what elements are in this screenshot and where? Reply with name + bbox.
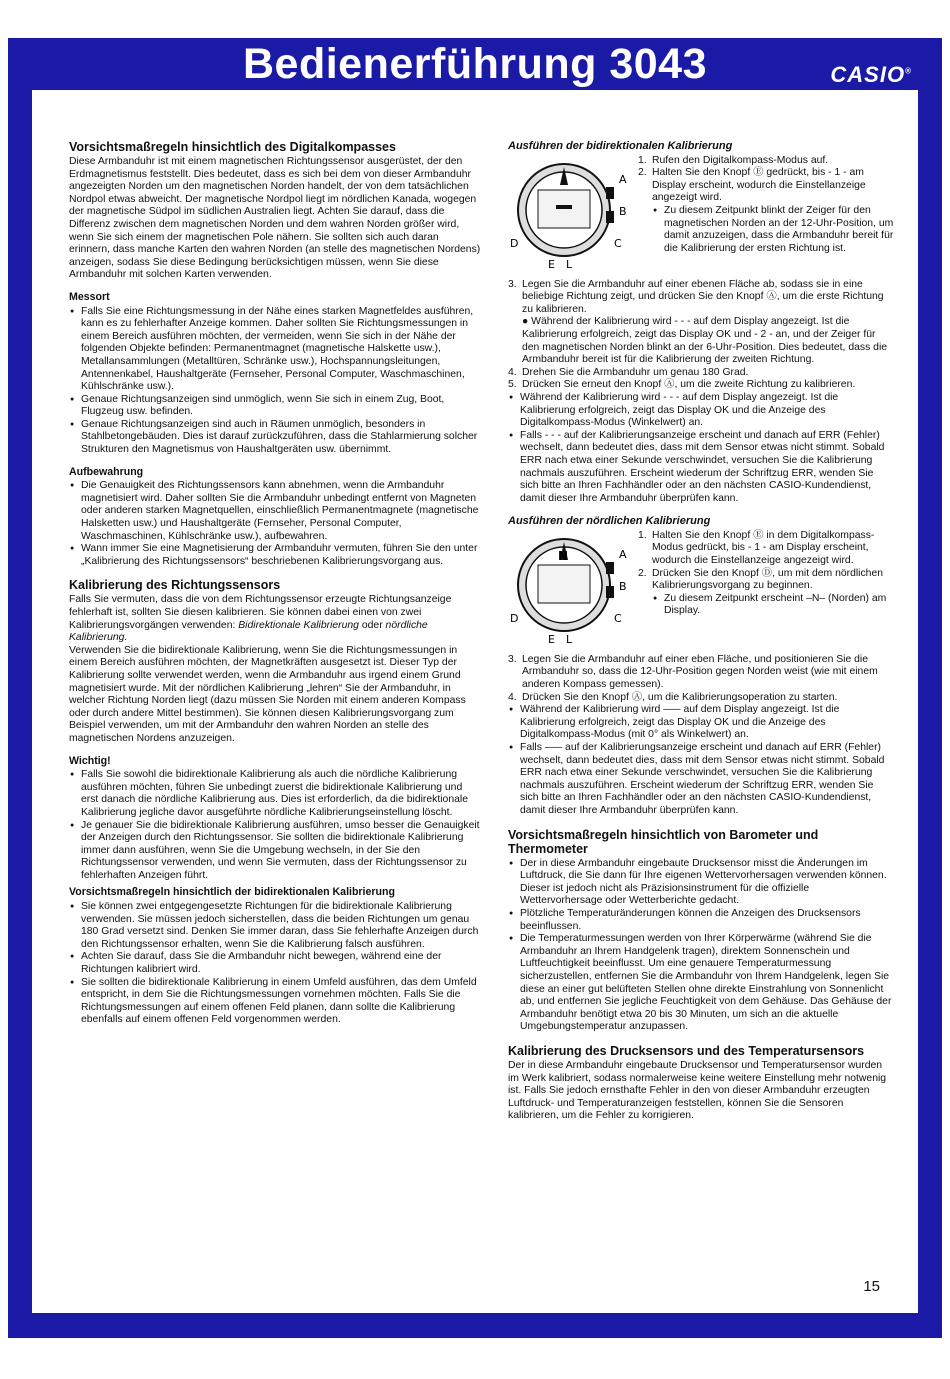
bullet-list [69,901,481,1027]
north-label: N [558,548,569,563]
bullet-list [508,704,894,817]
button-label: L [566,632,573,646]
text: Falls Sie vermuten, dass die von dem Richtungssensor erzeugte Richtungsanzeige fehlerhaft ist, sollten Sie diesen kalibrieren. Sie können dabei einen von zwei Kalibrierungsvorgängen verwenden: [69,594,452,631]
content-area [32,90,918,1313]
step-text: Halten Sie den Knopf Ⓔ in dem Digitalkompass-Modus gedrückt, bis - 1 - am Display erscheint, wodurch die Einstellanzeige angezeigt wird. [652,529,875,567]
bullet-list [69,769,481,882]
brand-name: CASIO [830,62,906,87]
button-label: C [614,611,622,625]
list-item: ● Genaue Richtungsanzeigen sind auch in Räumen unmöglich, besonders in Stahlbetongebäuden. Dies ist darauf zurückzuführen, dass die Stahlarmierung solcher Strukturen den Magnetismus von Haushaltgeräten usw. übernimmt. [81,419,481,457]
list-item: ● Sie können zwei entgegengesetzte Richtungen für die bidirektionale Kalibrierung verwenden. Sie müssen jedoch sicherstellen, dass die beiden Richtungen um genau 180 Grad versetzt sind. Denken Sie immer daran, dass Sie fehlerhafte Anzeigen durch den Richtungssensor erhalten, wenn Sie die Kalibrierung falsch ausführen. [81,901,481,951]
step-text: Drücken Sie erneut den Knopf Ⓐ, um die zweite Richtung zu kalibrieren. [522,379,856,391]
subsection-title: Wichtig! [69,754,111,767]
list-item: ● Zu diesem Zeitpunkt blinkt der Zeiger für den magnetischen Norden an der 12-Uhr-Position, um damit anzuzeigen, dass die Armbanduhr bereit für die Kalibrierung der ersten Richtung ist. [664,205,894,255]
bullet-list [508,392,894,505]
step-number: 3. [508,653,517,665]
step-text: Drücken Sie den Knopf Ⓐ, um die Kalibrierungsoperation zu starten. [522,691,838,703]
section-title: Kalibrierung des Drucksensors und des Temperatursensors [508,1043,865,1058]
section-title: Ausführen der nördlichen Kalibrierung [508,515,711,528]
list-item: ● Plötzliche Temperaturänderungen können die Anzeigen des Drucksensors beeinflussen. [520,908,894,933]
button-label: A [619,172,627,186]
button-label: C [614,236,622,250]
watch-diagram-icon [508,530,630,648]
step-text: Drücken Sie den Knopf Ⓓ, um mit dem nördlichen Kalibrierungsvorgang zu beginnen. [652,567,884,592]
step-text: Drehen Sie die Armbanduhr um genau 180 Grad. [522,366,749,378]
list-item: ● Falls Sie eine Richtungsmessung in der Nähe eines starken Magnetfeldes ausführen, kann es zu fehlerhafter Anzeige kommen. Daher sollten Sie Richtungsmessungen in einem Bereich ausführen möchten, der vermeiden, wenn Sie sich in der Nähe der folgenden Objekte befinden: Permanentmagnet (magnetische Halskette usw.), Metallansammlungen (Metalltüren, Schränke usw.), Hochspannungsleitungen, Antennenkabel, Haushaltgeräte (Fernseher, Personal Computer, Waschmaschinen, Kühlschränke usw.). [81,306,481,394]
button-label: A [619,547,627,561]
step-number: 3. [508,278,517,290]
step-number [508,316,522,366]
step-text: Legen Sie die Armbanduhr auf einer ebenen Fläche ab, sodass sie in eine beliebige Richtung zeigt, und drücken Sie den Knopf Ⓐ, um die erste Richtung zu kalibrieren. [522,278,884,315]
list-item: ● Falls ––– auf der Kalibrierungsanzeige erscheint und danach auf ERR (Fehler) wechselt, dann bedeutet dies, dass mit dem Sensor etwas nicht stimmt. Sobald ERR nach etwa einer Sekunde verschwindet, versuchen Sie die Kalibrierung nachmals auszuführen. Erscheint wiederum der Schriftzug ERR, wenden Sie sich bitte an Ihren Fachhändler oder an den nächsten CASIO-Kundendienst, damit dieser Ihre Armbanduhr überprüfen kann. [520,742,894,818]
button-label: E [548,257,555,271]
list-item: ● Zu diesem Zeitpunkt erscheint –N– (Norden) am Display. [664,593,894,618]
steps [638,530,894,648]
button-label: E [548,632,555,646]
step-text: Legen Sie die Armbanduhr auf einer eben Fläche, und positionieren Sie die Armbanduhr so, dass die 12-Uhr-Position gegen Norden weist (wie mit einem anderen Kompass gemessen). [522,653,878,691]
section-title: Ausführen der bidirektionalen Kalibrierung [508,140,733,152]
page-number: 15 [863,1278,880,1295]
bullet-list [69,306,481,457]
steps [508,654,894,704]
step-number: 4. [508,691,517,703]
casio-logo [830,62,912,88]
page-title: Bedienerführung 3043 [243,40,707,88]
figure-row [508,530,894,648]
list-item: ● Genaue Richtungsanzeigen sind unmöglich, wenn Sie sich in einem Zug, Boot, Flugzeug usw. befinden. [81,394,481,419]
italic-text: nördliche Kalibrierung. [69,619,428,644]
list-item: ● Der in diese Armbanduhr eingebaute Drucksensor misst die Änderungen im Luftdruck, die Sie dann für Ihre eigenen Wettervorhersagen verwenden können. Dieser ist jedoch nicht als Präzisionsinstrument für die offizielle Wettervorhersage oder Wetterberichte gedacht. [520,858,894,908]
steps [508,279,894,392]
paragraph: Verwenden Sie die bidirektionale Kalibrierung, wenn Sie die Richtungsmessungen in einem Bereich ausführen möchten, der Magnetkräften ausgesetzt ist. Dieser Typ der Kalibrierung sollte verwendet werden, wenn die Armbanduhr aus irgend einem Grund magnetisiert wurde. Mit der nördlichen Kalibrierung „lehren“ Sie der Armbanduhr, in welcher Richtung Norden liegt (dazu müssen Sie Norden mit einem anderen Kompass oder durch andere Mittel bestimmen). Sie können diesen Kalibrierungsvorgang zum Beispiel verwenden, um mit der Armbanduhr den wahren Norden an stelle des magnetischen Nordens anzuzeigen. [69,644,466,744]
right-column [508,140,894,1123]
figure-row [508,155,894,273]
bullet-list [69,480,481,568]
step-number: 1. [638,154,647,166]
list-item: ● Falls Sie sowohl die bidirektionale Kalibrierung als auch die nördliche Kalibrierung ausführen möchten, führen Sie unbedingt zuerst die bidirektionale Kalibrierung und erst danach die nördliche Kalibrierung aus. Dies ist erforderlich, da die bidirektionale Kalibrierung jegliche davor ausgeführte nördliche Kalibrierungseinstellung löscht. [81,769,481,819]
italic-text: Bidirektionale Kalibrierung [238,619,359,631]
list-item: ● Je genauer Sie die bidirektionale Kalibrierung ausführen, umso besser die Genauigkeit der Anzeigen durch den Richtungssensor. Sie sollten die bidirektionale Kalibrierung immer dann ausführen, wenn Sie die Umgebung wechseln, in der Sie den Richtungssensor verwenden, und wenn Sie vermuten, dass der Richtungssensor zu fehlerhaften Anzeigen führt. [81,820,481,883]
list-item: ● Die Genauigkeit des Richtungssensors kann abnehmen, wenn die Armbanduhr magnetisiert wird. Daher sollten Sie die Armbanduhr unbedingt entfernt von Magneten oder anderen starken Magnetquellen, einschließlich Permanentmagnete (magnetische Halsketten usw.) und Haushaltgeräte (Fernseher, Personal Computer, Waschmaschinen, Kühlschränke usw.), aufbewahren. [81,480,481,543]
button-label: D [510,236,519,250]
step-number: 2. [638,167,647,179]
list-item: ● Die Temperaturmessungen werden von Ihrer Körperwärme (während Sie die Armbanduhr an Ihrem Handgelenk tragen), direktem Sonnenschein und Luftfeuchtigkeit beeinflusst. Um eine genauere Temperaturmessung sicherzustellen, entfernen Sie die Armbanduhr von Ihrem Handgelenk, legen Sie diese an einer gut belüfteten Stellen ohne direkte Einstrahlung von Sonnenlicht ab, und entfernen Sie jegliche Feuchtigkeit von dem Gehäuse. Das Gehäuse der Armbanduhr benötigt etwa 20 bis 30 Minuten, um sich an die aktuelle Umgebungstemperatur anzupassen. [520,933,894,1034]
subsection-title: Aufbewahrung [69,465,144,478]
section-title: Vorsichtsmaßregeln hinsichtlich des Digitalkompasses [69,140,396,154]
list-item: ● Während der Kalibrierung wird - - - auf dem Display angezeigt. Ist die Kalibrierung erfolgreich, zeigt das Display OK und die Anzeige des Digitalkompass-Modus (Winkelwert) an. [520,392,894,430]
step-number: 4. [508,366,517,378]
paragraph: Der in diese Armbanduhr eingebaute Drucksensor und Temperatursensor wurden im Werk kalibriert, sodass normalerweise keine weitere Einstellung mehr notwenig ist. Falls Sie jedoch ernsthafte Fehler in den von dieser Armbanduhr erzeugten Luftdruck- und Temperaturanzeigen feststellen, können Sie die Sensoren kalibrieren, um die Fehler zu korrigieren. [508,1059,887,1122]
step-number: 2. [638,567,647,579]
watch-diagram-icon [508,155,630,273]
subsection-title: Messort [69,290,110,303]
button-label: D [510,611,519,625]
step-text: Halten Sie den Knopf Ⓔ gedrückt, bis - 1 - am Display erscheint, wodurch die Einstellanzeige angezeigt wird. [652,167,866,204]
step-number: 1. [638,529,647,541]
list-item: ● Während der Kalibrierung wird ––– auf dem Display angezeigt. Ist die Kalibrierung erfolgreich, zeigt das Display OK und die Anzeige des Digitalkompass-Modus (mit 0° als Winkelwert) an. [520,704,894,742]
section-title: Vorsichtsmaßregeln hinsichtlich von Barometer und Thermometer [508,827,819,856]
button-label: B [619,204,627,218]
button-label: B [619,579,627,593]
list-item: ● Falls - - - auf der Kalibrierungsanzeige erscheint und danach auf ERR (Fehler) wechselt, dann bedeutet dies, dass mit dem Sensor etwas nicht stimmt. Sobald ERR nach etwa einer Sekunde verschwindet, versuchen Sie die Kalibrierung nachmals auszuführen. Erscheint wiederum der Schriftzug ERR, wenden Sie sich bitte an Ihren Fachhändler oder an den nächsten CASIO-Kundendienst, damit dieser Ihre Armbanduhr überprüfen kann. [520,430,894,506]
section-title: Kalibrierung des Richtungssensors [69,578,281,593]
button-label: L [566,257,573,271]
list-item: ● Sie sollten die bidirektionale Kalibrierung in einem Umfeld ausführen, das dem Umfeld entspricht, in dem Sie die Richtungsmessungen vornehmen möchten. Falls Sie die Richtungsmessungen auf einem offenen Feld planen, dann sollte die Kalibrierung ebenfalls auf einem offenen Feld vorgenommen werden. [81,977,481,1027]
page-frame [8,38,942,1338]
subsection-title: Vorsichtsmaßregeln hinsichtlich der bidirektionalen Kalibrierung [69,886,395,899]
paragraph [69,594,481,644]
step-text: ● Während der Kalibrierung wird - - - auf dem Display angezeigt. Ist die Kalibrierung erfolgreich, zeigt das Display OK und - 2 - an, und der Zeiger für den magnetischen Norden blinkt an der 6-Uhr-Position. Dies bedeutet, dass die Armbanduhr bereit ist für die Kalibrierung der zweiten Richtung. [522,316,888,366]
left-column [69,140,481,1027]
text: oder [361,619,383,631]
paragraph: Diese Armbanduhr ist mit einem magnetischen Richtungssensor ausgerüstet, der den Erdmagnetismus feststellt. Dies bedeutet, dass es sich bei dem von dieser Armbanduhr angezeigten Norden um den magnetischen Norden handelt, der von dem tatsächlichen Nordpol etwas abweicht. Der magnetische Nordpol liegt im nördlichen Kanada, wogegen der magnetische Südpol im südlichen Australien liegt. Achten Sie darauf, dass die Differenz zwischen dem magnetischen Norden und dem wahren Norden größer wird, wenn Sie sich einem der magnetischen Pole nähern. Sie sollten sich auch daran erinnern, dass manche Karten den wahren Norden (an stelle des magnetischen Nordens) anzeigen, sodass Sie diese Bedingung berücksichtigen müssen, wenn Sie diese Armbanduhr mit solchen Karten verwenden. [69,156,481,281]
steps [638,155,894,273]
list-item: ● Achten Sie darauf, dass Sie die Armbanduhr nicht bewegen, während eine der Richtungen kalibriert wird. [81,951,481,976]
list-item: ● Wann immer Sie eine Magnetisierung der Armbanduhr vermuten, führen Sie den unter „Kalibrierung des Richtungssensors“ beschriebenen Kalibrierungsvorgang aus. [81,543,481,568]
step-text: Rufen den Digitalkompass-Modus auf. [652,154,829,166]
step-number: 5. [508,379,517,391]
bullet-list [508,858,894,1034]
registered-mark: ® [905,66,912,76]
